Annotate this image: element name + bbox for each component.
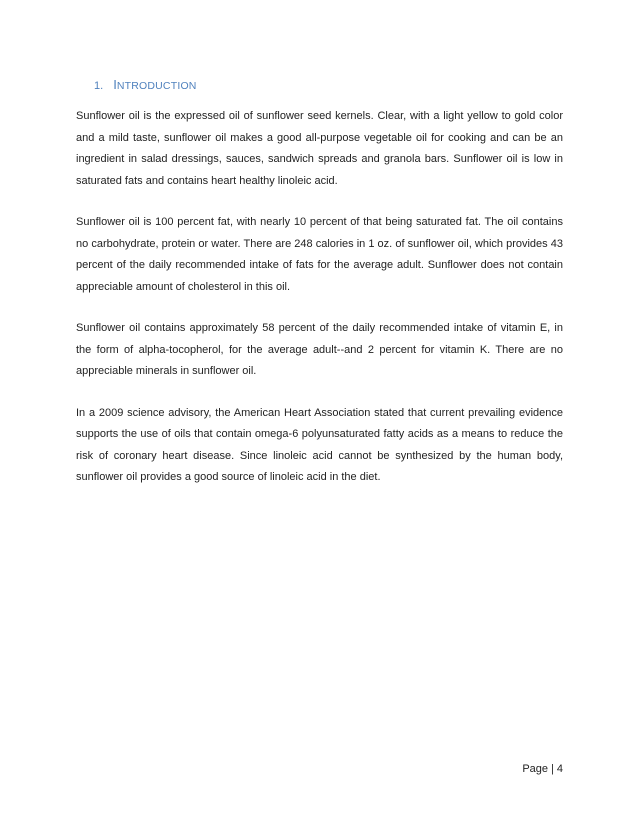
paragraph: Sunflower oil contains approximately 58 percent of the daily recommended intake of vitamin E, in the form of alpha-tocopherol, for the average adult--and 2 percent for vitamin K. There are no appreciable minerals in sunflower oil.: [76, 322, 563, 377]
page-label: Page: [522, 763, 549, 775]
paragraph: Sunflower oil is 100 percent fat, with nearly 10 percent of that being saturated fat. The oil contains no carbohydrate, protein or water. There are 248 calories in 1 oz. of sunflower oil, which provides 43 percent of the daily recommended intake of fats for the average adult. Sunflower does not contain appreciable amount of cholesterol in this oil.: [76, 216, 563, 293]
section-title-rest: NTRODUCTION: [116, 80, 197, 92]
section-heading: [94, 76, 197, 94]
page-number: 4: [556, 763, 563, 775]
page-footer: [522, 763, 563, 775]
paragraph: In a 2009 science advisory, the American Heart Association stated that current prevailing evidence supports the use of oils that contain omega-6 polyunsaturated fatty acids as a means to reduce the risk of coronary heart disease. Since linoleic acid cannot be synthesized by the human body, sunflower oil provides a good source of linoleic acid in the diet.: [76, 406, 563, 483]
paragraph: Sunflower oil is the expressed oil of sunflower seed kernels. Clear, with a light yellow to gold color and a mild taste, sunflower oil makes a good all-purpose vegetable oil for cooking and can be an ingredient in salad dressings, sauces, sandwich spreads and granola bars. Sunflower oil is low in saturated fats and contains heart healthy linoleic acid.: [76, 110, 563, 187]
section-title-initial: I: [113, 77, 117, 92]
section-number: 1.: [94, 80, 104, 92]
page-separator: |: [551, 763, 554, 775]
body-text: [76, 106, 563, 509]
